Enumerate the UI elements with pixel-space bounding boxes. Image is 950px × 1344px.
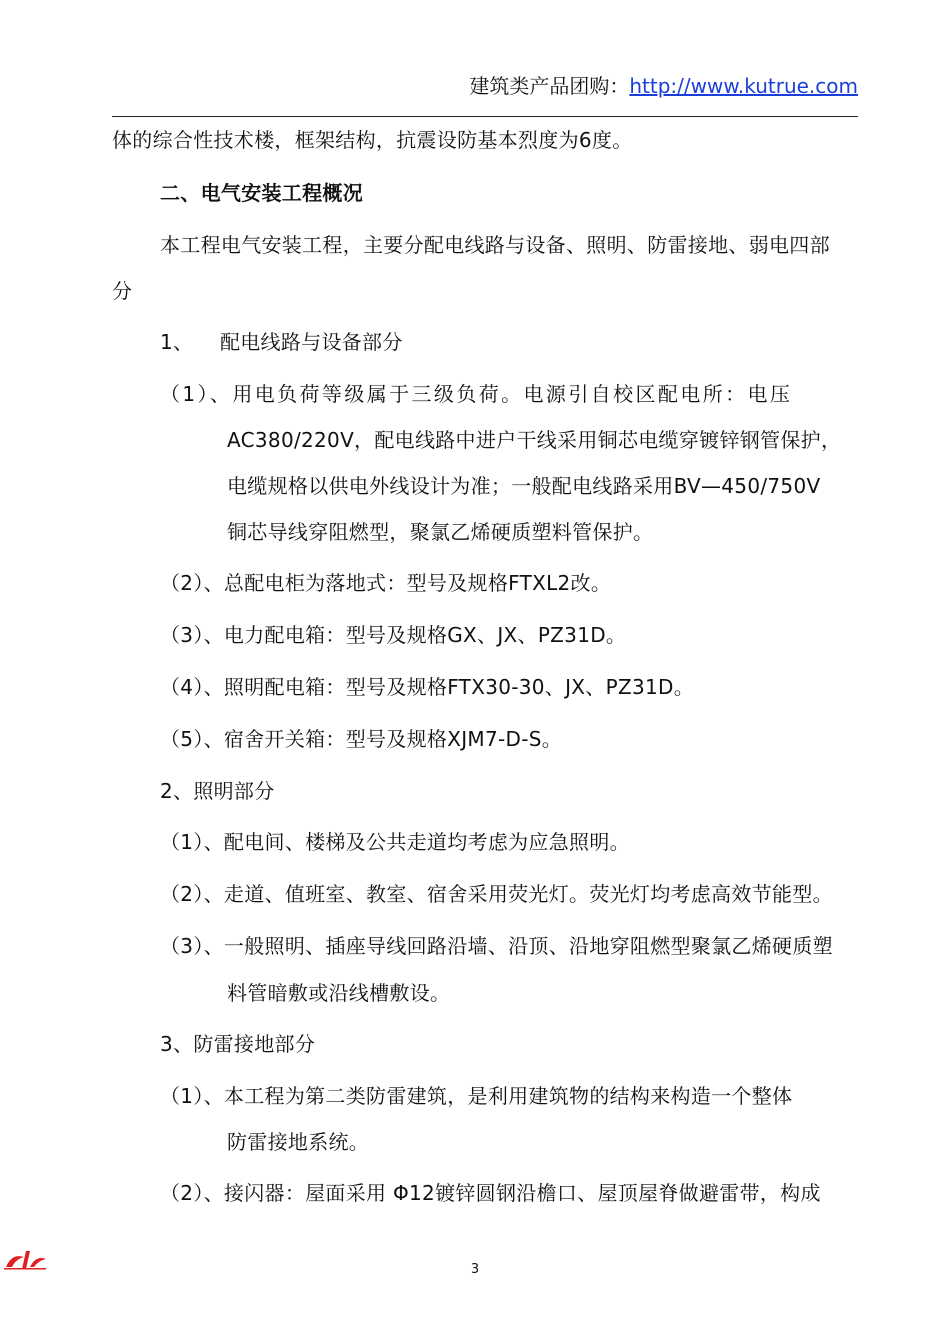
header-label: 建筑类产品团购：	[469, 74, 630, 98]
header-divider	[112, 116, 858, 117]
text-line: 铜芯导线穿阻燃型，聚氯乙烯硬质塑料管保护。	[227, 520, 654, 544]
text-line: 分	[112, 279, 133, 303]
text-line: （2）、总配电柜为落地式：型号及规格FTXL2改。	[160, 571, 612, 595]
section-heading: 二、电气安装工程概况	[160, 181, 363, 205]
subsection-heading: 3、防雷接地部分	[160, 1032, 316, 1056]
text-line: （4）、照明配电箱：型号及规格FTX30-30、JX、PZ31D。	[160, 675, 695, 699]
subsection-heading: 2、照明部分	[160, 779, 275, 803]
page-header	[469, 72, 858, 100]
text-line: （2）、接闪器：屋面采用 Φ12镀锌圆钢沿檐口、屋顶屋脊做避雷带，构成	[160, 1181, 821, 1205]
text-line: （1）、用电负荷等级属于三级负荷。电源引自校区配电所：电压	[160, 382, 793, 406]
text-line: （3）、电力配电箱：型号及规格GX、JX、PZ31D。	[160, 623, 627, 647]
text-line: 料管暗敷或沿线槽敷设。	[227, 981, 451, 1005]
header-link[interactable]: http://www.kutrue.com	[629, 74, 858, 98]
text-line: AC380/220V，配电线路中进户干线采用铜芯电缆穿镀锌钢管保护，	[227, 428, 842, 452]
text-line: 本工程电气安装工程，主要分配电线路与设备、照明、防雷接地、弱电四部	[160, 233, 830, 257]
text-line: （1）、配电间、楼梯及公共走道均考虑为应急照明。	[160, 830, 630, 854]
subsection-heading: 1、 配电线路与设备部分	[160, 330, 403, 354]
text-line: （5）、宿舍开关箱：型号及规格XJM7-D-S。	[160, 727, 563, 751]
text-line: 体的综合性技术楼，框架结构，抗震设防基本烈度为6度。	[112, 128, 633, 152]
text-line: （2）、走道、值班室、教室、宿舍采用荧光灯。荧光灯均考虑高效节能型。	[160, 882, 833, 906]
text-line: 电缆规格以供电外线设计为准；一般配电线路采用BV—450/750V	[227, 474, 821, 498]
text-line: 防雷接地系统。	[227, 1130, 370, 1154]
text-line: （3）、一般照明、插座导线回路沿墙、沿顶、沿地穿阻燃型聚氯乙烯硬质塑	[160, 934, 833, 958]
text-line: （1）、本工程为第二类防雷建筑，是利用建筑物的结构来构造一个整体	[160, 1084, 793, 1108]
page-number: 3	[470, 1262, 480, 1277]
